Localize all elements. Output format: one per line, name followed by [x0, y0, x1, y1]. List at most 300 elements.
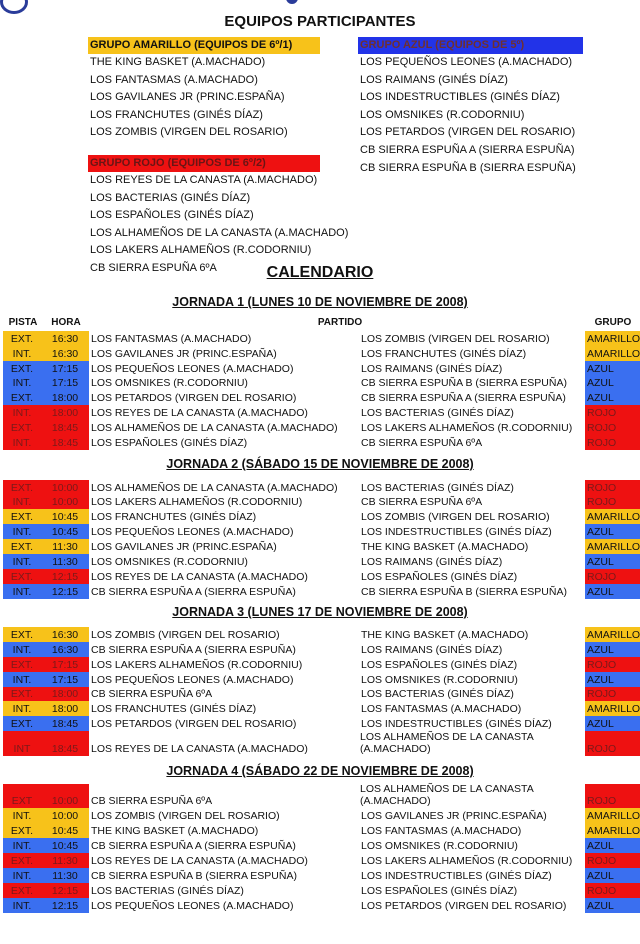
match-hora-cell: [41, 539, 89, 554]
match-row: [0, 539, 640, 554]
match-grupo: AZUL: [587, 377, 614, 389]
match-hora-cell: [41, 627, 89, 642]
match-away-team-cell: [359, 642, 582, 657]
match-hora: 16:30: [51, 348, 79, 360]
match-hora: 10:45: [51, 526, 79, 538]
match-hora-cell: [41, 390, 89, 405]
match-away-team-cell: [359, 435, 582, 450]
match-hora: 10:45: [51, 840, 79, 852]
match-away-team: CB SIERRA ESPUÑA A (SIERRA ESPUÑA): [361, 392, 566, 404]
match-grupo: ROJO: [587, 482, 617, 494]
match-away-team: LOS ZOMBIS (VIRGEN DEL ROSARIO): [361, 511, 550, 523]
match-away-team-cell: [359, 376, 582, 390]
match-grupo: AMARILLO: [587, 629, 640, 641]
match-hora: 10:00: [51, 496, 79, 508]
match-home-team: LOS LAKERS ALHAMEÑOS (R.CODORNIU): [91, 659, 303, 671]
match-away-team-cell: [359, 569, 582, 584]
logo-fragment-dot: [286, 0, 298, 4]
match-hora: 10:00: [51, 795, 79, 807]
match-pista-cell: [3, 716, 41, 731]
match-home-team: CB SIERRA ESPUÑA 6ºA: [91, 688, 213, 700]
match-hora-cell: [41, 435, 89, 450]
match-row: [0, 731, 640, 756]
match-home-team: LOS FRANCHUTES (GINÉS DÍAZ): [91, 511, 257, 523]
match-hora: 11:30: [52, 855, 78, 867]
team-list-item: LOS LAKERS ALHAMEÑOS (R.CODORNIU): [90, 244, 312, 257]
match-away-team: LOS OMSNIKES (R.CODORNIU): [361, 674, 518, 686]
match-pista-cell: [3, 784, 41, 808]
match-row: [0, 701, 640, 716]
match-away-team: CB SIERRA ESPUÑA B (SIERRA ESPUÑA): [361, 377, 567, 389]
match-pista: EXT: [11, 795, 33, 807]
match-row: [0, 642, 640, 657]
match-away-team: LOS ESPAÑOLES (GINÉS DÍAZ): [361, 571, 518, 583]
match-grupo-cell: [585, 898, 640, 913]
match-home-team-cell: [89, 701, 359, 716]
match-row: [0, 331, 640, 346]
match-hora-cell: [41, 672, 89, 687]
match-home-team-cell: [89, 853, 359, 868]
match-away-team: LOS INDESTRUCTIBLES (GINÉS DÍAZ): [361, 718, 552, 730]
match-away-team-cell: [359, 731, 582, 756]
match-grupo-cell: [585, 569, 640, 584]
calendar-title: CALENDARIO: [266, 264, 374, 281]
match-pista: INT.: [12, 437, 32, 449]
match-row: [0, 569, 640, 584]
match-hora-cell: [41, 420, 89, 435]
match-grupo: ROJO: [587, 855, 617, 867]
match-away-team-cell: [359, 524, 582, 539]
match-pista: EXT.: [10, 688, 34, 700]
match-home-team: LOS PETARDOS (VIRGEN DEL ROSARIO): [91, 392, 297, 404]
match-home-team-cell: [89, 346, 359, 361]
column-header-partido: PARTIDO: [317, 317, 363, 328]
match-grupo-cell: [585, 376, 640, 390]
match-pista: EXT.: [10, 482, 34, 494]
team-list-item: LOS BACTERIAS (GINÉS DÍAZ): [90, 191, 251, 204]
match-home-team: LOS PEQUEÑOS LEONES (A.MACHADO): [91, 363, 294, 375]
match-away-team-cell: [359, 346, 582, 361]
match-pista-cell: [3, 435, 41, 450]
match-grupo-cell: [585, 731, 640, 756]
match-grupo: AZUL: [587, 556, 614, 568]
team-list-item: LOS PEQUEÑOS LEONES (A.MACHADO): [360, 56, 573, 68]
match-row: [0, 346, 640, 361]
match-away-team: LOS RAIMANS (GINÉS DÍAZ): [361, 644, 503, 656]
match-hora-cell: [41, 731, 89, 756]
match-grupo-cell: [585, 524, 640, 539]
match-away-team-cell: [359, 554, 582, 569]
match-grupo: AZUL: [587, 586, 614, 598]
match-home-team: LOS PEQUEÑOS LEONES (A.MACHADO): [91, 900, 294, 912]
match-hora: 18:45: [51, 718, 79, 730]
match-grupo: AMARILLO: [587, 333, 640, 345]
match-home-team: LOS FANTASMAS (A.MACHADO): [91, 333, 252, 345]
group-azul: [358, 37, 583, 177]
match-pista-cell: [3, 687, 41, 701]
match-row: [0, 405, 640, 420]
match-away-team-cell: [359, 898, 582, 913]
match-hora-cell: [41, 554, 89, 569]
match-hora: 18:45: [51, 422, 79, 434]
match-hora-cell: [41, 584, 89, 599]
match-grupo: AZUL: [587, 363, 614, 375]
page-title: EQUIPOS PARTICIPANTES: [224, 13, 416, 30]
match-grupo-cell: [585, 823, 640, 838]
match-home-team-cell: [89, 657, 359, 672]
match-pista-cell: [3, 509, 41, 524]
match-pista: EXT.: [10, 718, 34, 730]
match-pista: EXT.: [10, 392, 34, 404]
match-row: [0, 376, 640, 390]
match-away-team-cell: [359, 331, 582, 346]
match-grupo: AZUL: [587, 840, 614, 852]
team-list-item: THE KING BASKET (A.MACHADO): [90, 56, 266, 68]
match-home-team: LOS ZOMBIS (VIRGEN DEL ROSARIO): [91, 810, 280, 822]
match-away-team-cell: [359, 584, 582, 599]
match-pista-cell: [3, 731, 41, 756]
match-away-team: LOS BACTERIAS (GINÉS DÍAZ): [361, 688, 514, 700]
match-home-team-cell: [89, 883, 359, 898]
match-hora-cell: [41, 331, 89, 346]
match-row: [0, 435, 640, 450]
match-grupo-cell: [585, 868, 640, 883]
match-pista-cell: [3, 627, 41, 642]
match-home-team: LOS BACTERIAS (GINÉS DÍAZ): [91, 885, 244, 897]
match-away-team: LOS ZOMBIS (VIRGEN DEL ROSARIO): [361, 333, 550, 345]
team-list-item: CB SIERRA ESPUÑA 6ºA: [90, 261, 217, 274]
match-pista: INT.: [12, 810, 32, 822]
match-grupo: ROJO: [587, 496, 617, 508]
match-grupo-cell: [585, 405, 640, 420]
team-list-item: LOS OMSNIKES (R.CODORNIU): [360, 108, 525, 121]
match-away-team-cell: [359, 390, 582, 405]
match-grupo: ROJO: [587, 422, 617, 434]
match-home-team-cell: [89, 361, 359, 376]
match-row: [0, 627, 640, 642]
match-grupo-cell: [585, 509, 640, 524]
match-home-team-cell: [89, 898, 359, 913]
match-grupo-cell: [585, 808, 640, 823]
match-grupo: ROJO: [587, 688, 617, 700]
match-pista-cell: [3, 376, 41, 390]
match-home-team-cell: [89, 480, 359, 495]
team-list-item: LOS ALHAMEÑOS DE LA CANASTA (A.MACHADO): [90, 226, 349, 239]
match-home-team: LOS OMSNIKES (R.CODORNIU): [91, 377, 248, 389]
match-home-team-cell: [89, 524, 359, 539]
match-grupo: ROJO: [587, 743, 617, 755]
match-grupo: AMARILLO: [587, 825, 640, 837]
match-away-team: THE KING BASKET (A.MACHADO): [361, 541, 529, 553]
match-hora: 12:15: [51, 885, 79, 897]
match-away-team: LOS BACTERIAS (GINÉS DÍAZ): [361, 407, 514, 419]
match-grupo-cell: [585, 539, 640, 554]
match-away-team: LOS FANTASMAS (A.MACHADO): [361, 825, 522, 837]
match-hora: 18:00: [51, 407, 79, 419]
match-grupo: AZUL: [587, 674, 614, 686]
match-home-team: LOS REYES DE LA CANASTA (A.MACHADO): [91, 407, 308, 419]
match-away-team: LOS GAVILANES JR (PRINC.ESPAÑA): [361, 810, 547, 822]
match-pista-cell: [3, 657, 41, 672]
match-pista: EXT.: [10, 511, 34, 523]
match-hora: 18:45: [51, 437, 79, 449]
match-pista-cell: [3, 838, 41, 853]
match-row: [0, 584, 640, 599]
match-grupo-cell: [585, 495, 640, 509]
match-row: [0, 524, 640, 539]
match-home-team-cell: [89, 495, 359, 509]
match-home-team-cell: [89, 716, 359, 731]
match-away-team: LOS ALHAMEÑOS DE LA CANASTA (A.MACHADO): [360, 783, 534, 807]
match-home-team: LOS ALHAMEÑOS DE LA CANASTA (A.MACHADO): [91, 422, 338, 434]
team-list-item: LOS REYES DE LA CANASTA (A.MACHADO): [90, 174, 318, 186]
column-header-hora: HORA: [51, 317, 81, 328]
match-hora: 10:45: [51, 825, 79, 837]
match-grupo-cell: [585, 687, 640, 701]
match-home-team-cell: [89, 569, 359, 584]
match-hora-cell: [41, 480, 89, 495]
team-list-item: CB SIERRA ESPUÑA B (SIERRA ESPUÑA): [360, 161, 576, 174]
match-grupo: ROJO: [587, 571, 617, 583]
jornada-title: JORNADA 4 (SÁBADO 22 DE NOVIEMBRE DE 2008): [166, 764, 474, 778]
match-grupo-cell: [585, 883, 640, 898]
match-pista-cell: [3, 361, 41, 376]
match-hora: 10:45: [51, 511, 79, 523]
match-away-team-cell: [359, 823, 582, 838]
match-pista: INT: [13, 743, 31, 755]
match-away-team-cell: [359, 868, 582, 883]
match-row: [0, 420, 640, 435]
match-home-team: LOS OMSNIKES (R.CODORNIU): [91, 556, 248, 568]
match-home-team: LOS FRANCHUTES (GINÉS DÍAZ): [91, 703, 257, 715]
match-hora: 11:30: [52, 556, 78, 568]
match-away-team: LOS BACTERIAS (GINÉS DÍAZ): [361, 482, 514, 494]
match-home-team: LOS GAVILANES JR (PRINC.ESPAÑA): [91, 348, 277, 360]
match-away-team: CB SIERRA ESPUÑA 6ºA: [361, 496, 483, 508]
match-home-team: CB SIERRA ESPUÑA 6ºA: [91, 795, 213, 807]
match-home-team: LOS REYES DE LA CANASTA (A.MACHADO): [91, 571, 308, 583]
group-amarillo: [88, 37, 320, 142]
match-away-team-cell: [359, 509, 582, 524]
match-away-team-cell: [359, 539, 582, 554]
match-hora-cell: [41, 495, 89, 509]
match-row: [0, 361, 640, 376]
match-home-team-cell: [89, 584, 359, 599]
match-home-team: LOS ZOMBIS (VIRGEN DEL ROSARIO): [91, 629, 280, 641]
match-home-team-cell: [89, 390, 359, 405]
match-grupo-cell: [585, 838, 640, 853]
team-list-item: LOS GAVILANES JR (PRINC.ESPAÑA): [90, 91, 285, 104]
match-pista: INT.: [12, 407, 32, 419]
match-hora-cell: [41, 823, 89, 838]
team-list-item: LOS PETARDOS (VIRGEN DEL ROSARIO): [360, 126, 576, 139]
match-pista: INT.: [12, 586, 32, 598]
match-pista: INT.: [12, 870, 32, 882]
match-row: [0, 480, 640, 495]
match-row: [0, 898, 640, 913]
match-row: [0, 509, 640, 524]
match-grupo: AMARILLO: [587, 511, 640, 523]
match-grupo: ROJO: [587, 659, 617, 671]
match-home-team: LOS GAVILANES JR (PRINC.ESPAÑA): [91, 541, 277, 553]
match-hora-cell: [41, 569, 89, 584]
match-grupo: AMARILLO: [587, 541, 640, 553]
match-row: [0, 838, 640, 853]
match-away-team: CB SIERRA ESPUÑA B (SIERRA ESPUÑA): [361, 586, 567, 598]
match-hora: 16:30: [51, 644, 79, 656]
match-away-team: THE KING BASKET (A.MACHADO): [361, 629, 529, 641]
match-away-team: LOS LAKERS ALHAMEÑOS (R.CODORNIU): [361, 422, 573, 434]
match-grupo-cell: [585, 331, 640, 346]
match-away-team-cell: [359, 627, 582, 642]
match-pista-cell: [3, 584, 41, 599]
match-away-team: LOS ALHAMEÑOS DE LA CANASTA (A.MACHADO): [360, 731, 534, 755]
match-home-team-cell: [89, 731, 359, 756]
match-away-team-cell: [359, 495, 582, 509]
match-grupo-cell: [585, 642, 640, 657]
team-list-item: LOS RAIMANS (GINÉS DÍAZ): [360, 73, 508, 86]
match-away-team-cell: [359, 687, 582, 701]
match-hora-cell: [41, 346, 89, 361]
match-row: [0, 883, 640, 898]
match-pista-cell: [3, 554, 41, 569]
match-grupo-cell: [585, 346, 640, 361]
match-pista: INT.: [12, 348, 32, 360]
match-row: [0, 784, 640, 808]
match-grupo-cell: [585, 853, 640, 868]
match-row: [0, 687, 640, 701]
match-hora: 12:15: [51, 571, 79, 583]
match-away-team-cell: [359, 808, 582, 823]
match-grupo: AZUL: [587, 526, 614, 538]
match-pista: INT.: [12, 644, 32, 656]
match-pista-cell: [3, 823, 41, 838]
match-away-team-cell: [359, 657, 582, 672]
match-pista: EXT.: [10, 629, 34, 641]
match-pista: INT.: [12, 526, 32, 538]
match-hora: 10:00: [51, 810, 79, 822]
logo-fragment: [0, 0, 28, 14]
match-hora: 10:00: [51, 482, 79, 494]
match-grupo: AZUL: [587, 900, 614, 912]
match-hora: 17:15: [51, 377, 79, 389]
jornada-title: JORNADA 2 (SÁBADO 15 DE NOVIEMBRE DE 2008): [166, 457, 474, 471]
match-home-team-cell: [89, 808, 359, 823]
match-away-team: CB SIERRA ESPUÑA 6ºA: [361, 437, 483, 449]
match-pista-cell: [3, 569, 41, 584]
match-pista: EXT.: [10, 422, 34, 434]
match-pista-cell: [3, 642, 41, 657]
match-away-team: LOS INDESTRUCTIBLES (GINÉS DÍAZ): [361, 526, 552, 538]
team-list-item: LOS FANTASMAS (A.MACHADO): [90, 73, 258, 86]
match-pista: INT.: [12, 840, 32, 852]
match-pista-cell: [3, 390, 41, 405]
match-home-team: LOS PEQUEÑOS LEONES (A.MACHADO): [91, 526, 294, 538]
match-pista-cell: [3, 495, 41, 509]
match-away-team: LOS ESPAÑOLES (GINÉS DÍAZ): [361, 659, 518, 671]
match-grupo: AZUL: [587, 718, 614, 730]
match-pista: EXT.: [10, 363, 34, 375]
match-pista: EXT.: [10, 541, 34, 553]
match-away-team: LOS FANTASMAS (A.MACHADO): [361, 703, 522, 715]
match-hora-cell: [41, 898, 89, 913]
match-away-team-cell: [359, 883, 582, 898]
match-row: [0, 853, 640, 868]
match-away-team-cell: [359, 672, 582, 687]
match-hora: 17:15: [51, 659, 79, 671]
match-grupo: AZUL: [587, 870, 614, 882]
match-home-team: CB SIERRA ESPUÑA B (SIERRA ESPUÑA): [91, 870, 297, 882]
match-away-team-cell: [359, 838, 582, 853]
match-grupo-cell: [585, 584, 640, 599]
match-home-team: THE KING BASKET (A.MACHADO): [91, 825, 259, 837]
match-away-team: LOS LAKERS ALHAMEÑOS (R.CODORNIU): [361, 855, 573, 867]
match-away-team: LOS ESPAÑOLES (GINÉS DÍAZ): [361, 885, 518, 897]
match-hora-cell: [41, 716, 89, 731]
match-away-team: LOS PETARDOS (VIRGEN DEL ROSARIO): [361, 900, 567, 912]
match-grupo-cell: [585, 390, 640, 405]
match-grupo-cell: [585, 480, 640, 495]
match-row: [0, 390, 640, 405]
match-away-team-cell: [359, 701, 582, 716]
match-home-team-cell: [89, 405, 359, 420]
match-row: [0, 823, 640, 838]
match-pista: EXT.: [10, 855, 34, 867]
match-hora: 11:30: [52, 870, 78, 882]
match-hora: 17:15: [51, 363, 79, 375]
match-home-team-cell: [89, 868, 359, 883]
match-pista: INT.: [12, 674, 32, 686]
match-pista-cell: [3, 868, 41, 883]
match-pista: EXT.: [10, 333, 34, 345]
match-grupo: AMARILLO: [587, 348, 640, 360]
match-home-team-cell: [89, 509, 359, 524]
match-away-team-cell: [359, 420, 582, 435]
match-pista-cell: [3, 524, 41, 539]
match-row: [0, 868, 640, 883]
match-away-team: LOS RAIMANS (GINÉS DÍAZ): [361, 556, 503, 568]
match-grupo: AMARILLO: [587, 810, 640, 822]
match-home-team: CB SIERRA ESPUÑA A (SIERRA ESPUÑA): [91, 644, 296, 656]
match-pista-cell: [3, 853, 41, 868]
match-grupo-cell: [585, 657, 640, 672]
match-grupo-cell: [585, 420, 640, 435]
match-grupo: ROJO: [587, 437, 617, 449]
match-home-team-cell: [89, 627, 359, 642]
match-grupo-cell: [585, 554, 640, 569]
match-home-team-cell: [89, 642, 359, 657]
match-hora-cell: [41, 883, 89, 898]
match-pista: INT.: [12, 556, 32, 568]
match-grupo: AZUL: [587, 392, 614, 404]
match-hora-cell: [41, 509, 89, 524]
match-pista: INT.: [12, 377, 32, 389]
match-hora: 18:00: [51, 688, 79, 700]
match-pista-cell: [3, 672, 41, 687]
team-list-item: CB SIERRA ESPUÑA A (SIERRA ESPUÑA): [360, 143, 575, 156]
match-hora-cell: [41, 687, 89, 701]
match-hora-cell: [41, 868, 89, 883]
match-hora: 18:00: [51, 703, 79, 715]
match-grupo: AZUL: [587, 644, 614, 656]
match-pista-cell: [3, 808, 41, 823]
group-rojo-header: GRUPO ROJO (EQUIPOS DE 6º/2): [88, 155, 320, 172]
match-away-team: LOS RAIMANS (GINÉS DÍAZ): [361, 363, 503, 375]
match-hora-cell: [41, 361, 89, 376]
match-home-team-cell: [89, 784, 359, 808]
match-row: [0, 495, 640, 509]
match-grupo-cell: [585, 435, 640, 450]
